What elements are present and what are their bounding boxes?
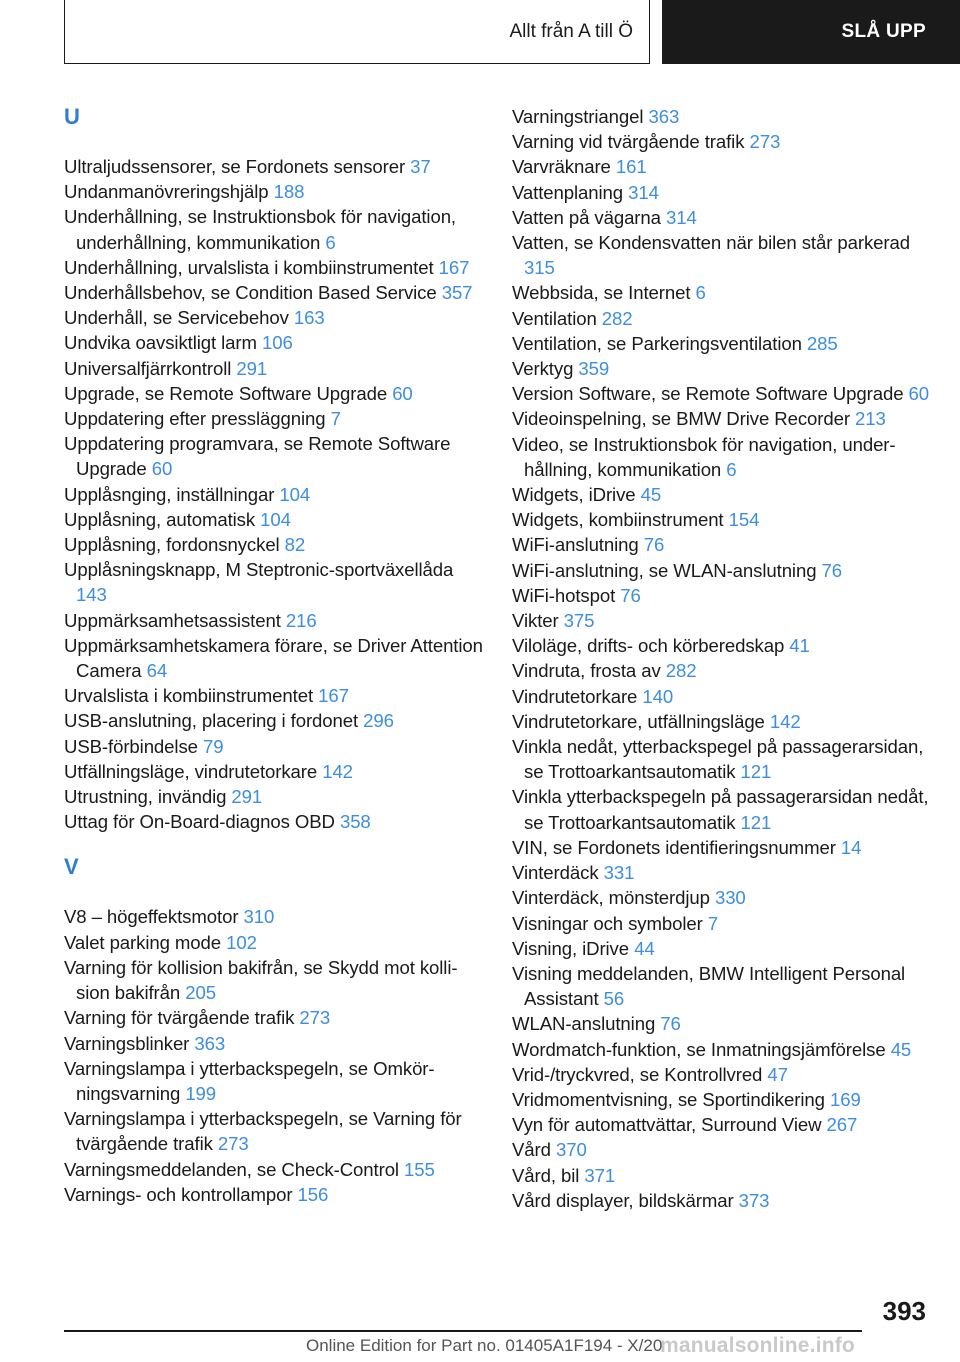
index-entry-text: Valet parking mode — [64, 931, 222, 953]
index-entry-text: Vinterdäck — [512, 862, 599, 884]
index-entry-text: WiFi-hotspot — [512, 584, 616, 606]
page-link[interactable]: 44 — [634, 937, 655, 959]
page-link[interactable]: 45 — [640, 484, 662, 506]
index-entry-text: Vård — [512, 1139, 551, 1161]
page-link[interactable]: 358 — [339, 811, 371, 833]
index-entry — [64, 255, 484, 280]
page-link[interactable]: 104 — [279, 483, 311, 505]
page-link[interactable]: 161 — [615, 156, 647, 178]
index-entry — [64, 356, 484, 381]
page-link[interactable]: 102 — [226, 931, 257, 953]
index-entry-text: Video, se Instruktionsbok för navigation, underhållning, kommunikation — [512, 433, 896, 480]
index-entry-text: USB-anslutning, placering i fordonet — [64, 710, 359, 732]
index-entry — [64, 557, 484, 607]
index-entry-text: Vindruta, frosta av — [512, 660, 661, 682]
page-link[interactable]: 121 — [740, 761, 772, 783]
page-link[interactable]: 296 — [363, 710, 394, 732]
index-entry — [64, 154, 484, 179]
page-link[interactable]: 370 — [555, 1139, 587, 1161]
index-entry-text: Vrid-/tryckvred, se Kontrollvred — [512, 1063, 763, 1085]
page-link[interactable]: 156 — [297, 1183, 329, 1205]
index-entry-text: USB-förbindelse — [64, 735, 198, 757]
index-entry-text: Varnings- och kontrollampor — [64, 1183, 293, 1205]
index-list-v-continued — [512, 104, 932, 1213]
index-entry-text: Underhåll, se Servicebehov — [64, 307, 289, 329]
page-link[interactable]: 7 — [707, 912, 719, 934]
page-link[interactable]: 76 — [643, 534, 665, 556]
index-entry — [512, 406, 932, 431]
page-link[interactable]: 64 — [146, 660, 168, 682]
index-entry — [64, 683, 484, 708]
index-entry — [512, 911, 932, 936]
page-link[interactable]: 154 — [728, 509, 760, 531]
page-link[interactable]: 41 — [789, 635, 810, 657]
index-entry — [512, 885, 932, 910]
index-entry — [64, 809, 484, 834]
page-link[interactable]: 79 — [202, 735, 224, 757]
page-link[interactable]: 7 — [330, 408, 341, 430]
index-entry — [512, 583, 932, 608]
index-entry-text: Underhållning, urvalslista i kombiinstrumentet — [64, 256, 434, 278]
index-entry-text: WiFi-anslutning, se WLAN-anslutning — [512, 559, 817, 581]
index-entry-text: Varning vid tvärgående trafik — [512, 131, 745, 153]
index-entry-text: Varningsmeddelanden, se Check-Control — [64, 1158, 399, 1180]
index-entry-text: Vård displayer, bildskärmar — [512, 1189, 734, 1211]
index-entry-text: Undvika oavsiktligt larm — [64, 332, 257, 354]
index-entry — [512, 280, 932, 305]
index-entry-text: Version Software, se Remote Software Upgrade — [512, 383, 904, 405]
index-entry — [512, 658, 932, 683]
index-entry-text: Vinkla nedåt, ytterbackspegel på passagerarsidan, se Trottoarkantsautomatik — [512, 736, 924, 783]
page-link[interactable]: 76 — [660, 1013, 681, 1035]
index-entry-text: Ventilation, se Parkeringsventilation — [512, 332, 802, 354]
index-entry — [512, 1087, 932, 1112]
page-link[interactable]: 375 — [563, 610, 595, 632]
page-link[interactable]: 273 — [749, 131, 781, 153]
index-entry — [512, 709, 932, 734]
index-entry — [512, 356, 932, 381]
index-entry-text: Vridmomentvisning, se Sportindikering — [512, 1088, 825, 1110]
index-entry — [64, 204, 484, 254]
index-entry-text: Utrustning, invändig — [64, 786, 227, 808]
index-entry — [512, 1137, 932, 1162]
index-entry — [512, 936, 932, 961]
page-link[interactable]: 60 — [151, 458, 173, 480]
index-entry — [64, 904, 484, 929]
index-entry — [512, 784, 932, 834]
page-link[interactable]: 167 — [318, 685, 349, 707]
page-link[interactable]: 155 — [404, 1158, 435, 1180]
page-link[interactable]: 359 — [578, 358, 610, 380]
page-link[interactable]: 357 — [441, 282, 473, 304]
index-entry — [64, 280, 484, 305]
index-entry-text: Uppmärksamhetsassistent — [64, 609, 281, 631]
page-link[interactable]: 76 — [620, 584, 641, 606]
index-entry-text: Urvalslista i kombiinstrumentet — [64, 685, 314, 707]
section-letter-u: U — [64, 104, 80, 129]
index-entry — [64, 734, 484, 759]
page-link[interactable]: 82 — [284, 534, 306, 556]
index-entry-text: V8 – högeffektsmotor — [64, 906, 239, 928]
index-entry — [64, 305, 484, 330]
index-entry — [64, 507, 484, 532]
page-link[interactable]: 373 — [738, 1189, 770, 1211]
page-link[interactable]: 6 — [695, 282, 706, 304]
page-link[interactable]: 310 — [243, 906, 275, 928]
index-entry-text: Upgrade, se Remote Software Upgrade — [64, 382, 388, 404]
page-link[interactable]: 142 — [769, 710, 801, 732]
index-entry-text: Widgets, kombiinstrument — [512, 509, 724, 531]
index-entry-text: VIN, se Fordonets identifieringsnummer — [512, 836, 836, 858]
index-entry — [64, 179, 484, 204]
index-entry-text: Vattenplaning — [512, 181, 624, 203]
index-entry — [64, 1005, 484, 1030]
index-entry-text: Varningstriangel — [512, 106, 644, 127]
index-entry — [64, 330, 484, 355]
index-entry-text: Videoinspelning, se BMW Drive Recorder — [512, 408, 850, 430]
index-entry — [64, 1056, 484, 1106]
page-link[interactable]: 167 — [438, 256, 470, 278]
page-number: 393 — [882, 1296, 926, 1326]
index-entry-text: Varningslampa i ytterbackspegeln, se Varning för tvärgående trafik — [64, 1108, 462, 1155]
index-entry — [64, 759, 484, 784]
index-entry — [64, 431, 484, 481]
index-list-u — [64, 154, 484, 834]
index-entry-text: Vinkla ytterbackspegeln på passagerarsidan nedåt, se Trottoarkantsautomatik — [512, 786, 929, 833]
index-entry — [512, 608, 932, 633]
index-entry-text: Varvräknare — [512, 156, 611, 178]
page-link[interactable]: 363 — [648, 106, 680, 127]
index-entry-text: Varning för tvärgående trafik — [64, 1007, 295, 1029]
index-entry-text: Ultraljudssensorer, se Fordonets sensorer — [64, 156, 406, 177]
index-entry — [512, 1037, 932, 1062]
index-entry — [64, 381, 484, 406]
index-entry — [64, 406, 484, 431]
page-link[interactable]: 76 — [821, 559, 843, 581]
page-link[interactable]: 60 — [392, 382, 413, 404]
index-list-v — [64, 904, 484, 1206]
index-entry — [512, 684, 932, 709]
index-entry — [512, 180, 932, 205]
index-entry — [64, 608, 484, 633]
page-link[interactable]: 140 — [642, 685, 674, 707]
page-link[interactable]: 315 — [524, 257, 555, 279]
page-link[interactable]: 47 — [767, 1063, 788, 1085]
index-entry-text: Vikter — [512, 610, 559, 632]
index-entry-text: Upplåsningsknapp, M Steptronic-sportväxellåda — [64, 559, 454, 581]
index-entry — [512, 633, 932, 658]
index-entry-text: Upplåsning, automatisk — [64, 508, 256, 530]
page-link[interactable]: 6 — [726, 458, 737, 480]
index-entry-text: Uppmärksamhetskamera förare, se Driver Attention Camera — [64, 634, 483, 682]
page-link[interactable]: 314 — [665, 206, 697, 228]
index-entry — [512, 331, 932, 356]
page-link[interactable]: 14 — [840, 836, 862, 858]
index-entry-text: Vinterdäck, mönsterdjup — [512, 887, 710, 909]
index-column-left — [64, 102, 484, 1207]
index-entry — [64, 1157, 484, 1182]
page-link[interactable]: 213 — [855, 408, 886, 430]
index-entry — [512, 860, 932, 885]
index-entry — [64, 1031, 484, 1056]
page-link[interactable]: 282 — [665, 660, 697, 682]
index-entry-text: Visning, iDrive — [512, 937, 629, 959]
page-link[interactable]: 291 — [236, 357, 268, 379]
index-entry — [64, 708, 484, 733]
page-link[interactable]: 330 — [714, 887, 746, 909]
page-link[interactable]: 205 — [185, 982, 216, 1004]
page-link[interactable]: 273 — [299, 1007, 331, 1029]
page-link[interactable]: 104 — [260, 508, 291, 530]
page-link[interactable]: 267 — [826, 1114, 858, 1136]
page-link[interactable]: 285 — [806, 332, 838, 354]
index-entry — [512, 961, 932, 1011]
index-entry-text: WiFi-anslutning — [512, 534, 639, 556]
index-entry — [512, 381, 932, 406]
nav-tab-a-to-z[interactable]: Allt från A till Ö — [64, 0, 650, 64]
index-entry-text: Varningsblinker — [64, 1032, 190, 1054]
index-entry-text: Webbsida, se Internet — [512, 282, 691, 304]
edition-footer: Online Edition for Part no. 01405A1F194 - X/20 — [306, 1336, 663, 1355]
index-entry — [512, 154, 932, 179]
index-entry — [512, 532, 932, 557]
page-link[interactable]: 314 — [628, 181, 659, 203]
index-entry-text: Visningar och symboler — [512, 912, 703, 934]
page-link[interactable]: 199 — [185, 1082, 217, 1104]
page-link[interactable]: 56 — [603, 988, 625, 1010]
page-link[interactable]: 143 — [76, 584, 107, 606]
index-entry-text: Vård, bil — [512, 1164, 580, 1186]
index-entry — [512, 1163, 932, 1188]
index-entry-text: Underhållning, se Instruktionsbok för navigation, underhållning, kommunikation — [64, 206, 456, 253]
index-entry-text: Utfällningsläge, vindrutetorkare — [64, 760, 318, 782]
page-link[interactable]: 37 — [410, 156, 431, 177]
page-link[interactable]: 371 — [584, 1164, 616, 1186]
watermark-logo: manualsonline.info — [660, 1334, 855, 1357]
page-link[interactable]: 363 — [194, 1032, 226, 1054]
index-entry — [512, 306, 932, 331]
index-entry — [512, 1112, 932, 1137]
page-link[interactable]: 45 — [890, 1038, 912, 1060]
index-entry — [512, 1011, 932, 1036]
index-entry — [512, 432, 932, 482]
index-entry-text: Viloläge, drifts- och körberedskap — [512, 635, 785, 657]
index-entry-text: Underhållsbehov, se Condition Based Service — [64, 282, 437, 304]
page-link[interactable]: 188 — [273, 181, 305, 203]
section-tab-lookup[interactable]: SLÅ UPP — [662, 0, 960, 64]
index-entry — [512, 1062, 932, 1087]
page-link[interactable]: 273 — [217, 1133, 249, 1155]
page-link[interactable]: 106 — [261, 332, 293, 354]
index-entry — [64, 955, 484, 1005]
index-entry — [512, 129, 932, 154]
page-link[interactable]: 142 — [322, 760, 353, 782]
page-link[interactable]: 6 — [325, 231, 336, 253]
index-entry-text: Ventilation — [512, 307, 597, 329]
index-entry — [512, 104, 932, 129]
index-entry-text: Uppdatering efter pressläggning — [64, 408, 326, 430]
index-entry — [512, 734, 932, 784]
index-entry-text: Vindrutetorkare, utfällningsläge — [512, 710, 765, 732]
section-letter-v: V — [64, 854, 79, 880]
index-entry-text: Uppdatering programvara, se Remote Software Upgrade — [64, 433, 451, 480]
index-entry — [512, 482, 932, 507]
page-link[interactable]: 60 — [908, 383, 929, 405]
page-link[interactable]: 169 — [829, 1088, 861, 1110]
index-entry-text: Wordmatch-funktion, se Inmatningsjämförelse — [512, 1038, 886, 1060]
index-entry — [512, 835, 932, 860]
index-entry — [512, 507, 932, 532]
page-link[interactable]: 291 — [231, 786, 263, 808]
index-entry-text: WLAN-anslutning — [512, 1013, 656, 1035]
index-entry — [64, 784, 484, 809]
index-entry — [512, 230, 932, 280]
index-entry-text: Varning för kollision bakifrån, se Skydd mot kollision bakifrån — [64, 956, 458, 1004]
footer-divider — [64, 1330, 862, 1332]
index-entry-text: Verktyg — [512, 358, 574, 380]
page-link[interactable]: 282 — [601, 307, 633, 329]
index-entry — [64, 532, 484, 557]
page-link[interactable]: 331 — [603, 862, 635, 884]
index-entry — [512, 558, 932, 583]
index-entry-text: Uttag för On-Board-diagnos OBD — [64, 811, 335, 833]
index-entry — [64, 1182, 484, 1207]
page-link[interactable]: 216 — [285, 609, 317, 631]
index-entry — [64, 482, 484, 507]
index-entry — [512, 1188, 932, 1213]
index-entry-text: Vatten, se Kondensvatten när bilen står parkerad — [512, 232, 910, 254]
index-entry-text: Upplåsning, fordonsnyckel — [64, 534, 280, 556]
index-entry — [64, 1106, 484, 1156]
index-entry — [512, 205, 932, 230]
page-link[interactable]: 121 — [740, 811, 772, 833]
index-entry-text: Undanmanövreringshjälp — [64, 181, 269, 203]
index-entry — [64, 930, 484, 955]
index-entry-text: Upplåsnging, inställningar — [64, 483, 275, 505]
index-entry-text: Vatten på vägarna — [512, 206, 661, 228]
index-entry-text: Vindrutetorkare — [512, 685, 638, 707]
index-entry — [64, 633, 484, 683]
index-column-right — [512, 104, 932, 1213]
page-link[interactable]: 163 — [293, 307, 325, 329]
index-entry-text: Vyn för automattvättar, Surround View — [512, 1114, 822, 1136]
index-entry-text: Varningslampa i ytterbackspegeln, se Omkörningsvarning — [64, 1057, 435, 1104]
index-entry-text: Widgets, iDrive — [512, 484, 636, 506]
index-entry-text: Universalfjärrkontroll — [64, 357, 232, 379]
index-entry-text: Visning meddelanden, BMW Intelligent Personal Assistant — [512, 962, 906, 1010]
